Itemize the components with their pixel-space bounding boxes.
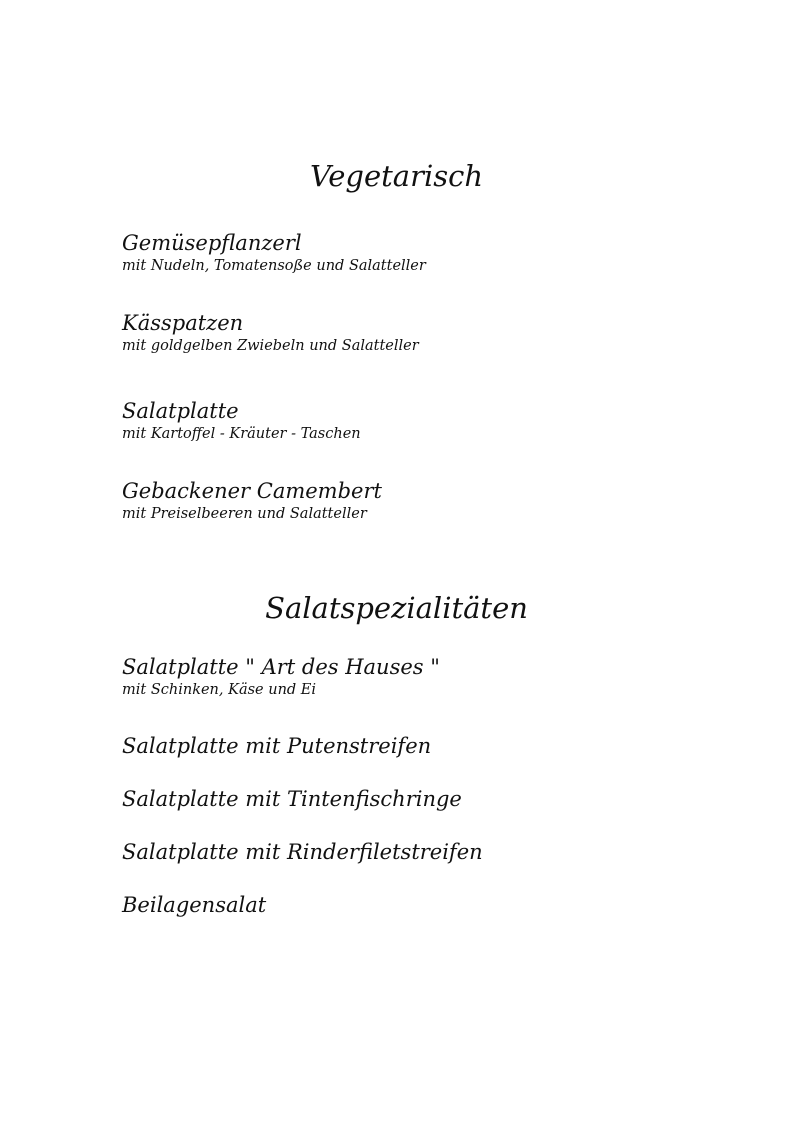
menu-item: [122, 839, 742, 865]
menu-item-description: mit Kartoffel - Kräuter - Taschen: [122, 426, 361, 442]
menu-item-name: Salatplatte mit Tintenfischringe: [122, 787, 462, 811]
menu-item-name: Salatplatte " Art des Hauses ": [122, 655, 440, 679]
menu-item-description: mit Preiselbeeren und Salatteller: [122, 506, 367, 522]
menu-item: [122, 733, 742, 759]
menu-item-name: Beilagensalat: [122, 893, 267, 917]
menu-item: [122, 398, 742, 444]
menu-item: [122, 310, 742, 356]
menu-item-name: Salatplatte mit Putenstreifen: [122, 734, 432, 758]
menu-item: [122, 478, 742, 524]
menu-item: [122, 654, 742, 700]
menu-item-name: Salatplatte: [122, 399, 239, 423]
menu-item-name: Gemüsepflanzerl: [122, 231, 302, 255]
menu-item: [122, 230, 742, 276]
menu-item: [122, 892, 742, 918]
menu-item-description: mit Schinken, Käse und Ei: [122, 682, 317, 698]
menu-item-name: Gebackener Camembert: [122, 479, 382, 503]
section-title-vegetarisch: Vegetarisch: [309, 159, 484, 193]
menu-item-name: Kässpatzen: [122, 311, 244, 335]
menu-item-description: mit Nudeln, Tomatensoße und Salatteller: [122, 258, 426, 274]
menu-item-description: mit goldgelben Zwiebeln und Salatteller: [122, 338, 419, 354]
menu-item-name: Salatplatte mit Rinderfiletstreifen: [122, 840, 483, 864]
menu-item: [122, 786, 742, 812]
section-title-salatspezialitaeten: Salatspezialitäten: [265, 591, 528, 625]
